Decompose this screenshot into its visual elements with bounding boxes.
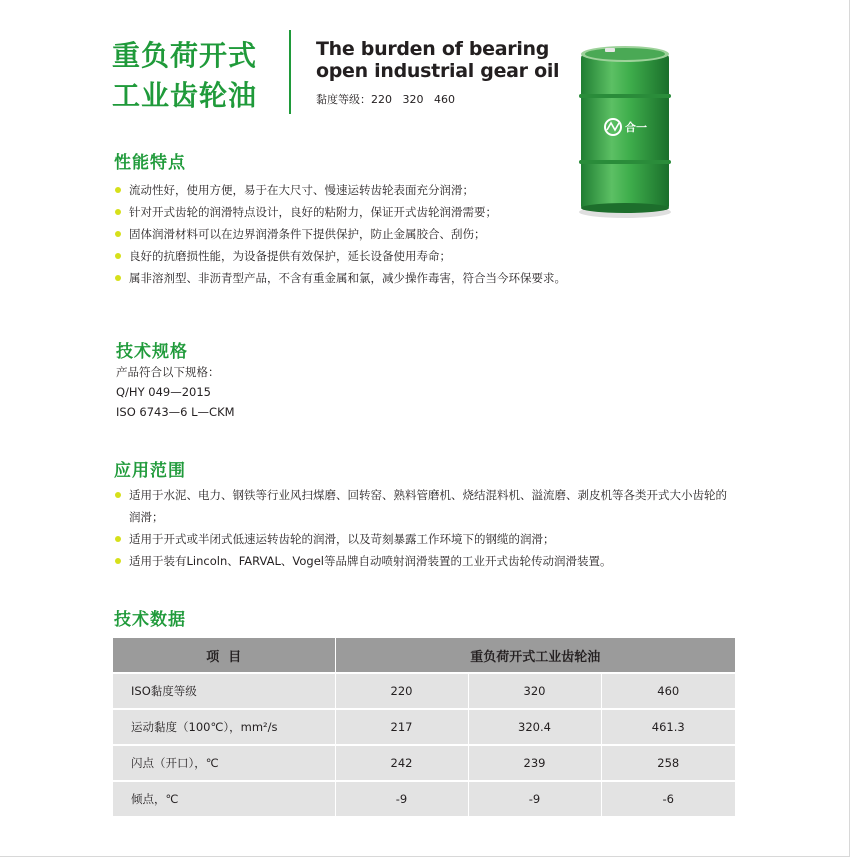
table-cell: 217 xyxy=(335,709,468,745)
specs-heading: 技术规格 xyxy=(116,342,188,362)
table-cell: 239 xyxy=(468,745,601,781)
tech-data-heading: 技术数据 xyxy=(114,610,186,630)
list-item: 适用于水泥、电力、钢铁等行业风扫煤磨、回转窑、熟料管磨机、烧结混料机、溢流磨、剥皮机等各类开式大小齿轮的润滑； xyxy=(114,484,734,528)
row-label: ISO黏度等级 xyxy=(113,673,335,709)
list-item: 适用于装有Lincoln、FARVAL、Vogel等品牌自动喷射润滑装置的工业开式齿轮传动润滑装置。 xyxy=(114,550,734,572)
list-item: 固体润滑材料可以在边界润滑条件下提供保护，防止金属胶合、刮伤； xyxy=(114,223,744,245)
table-row xyxy=(113,673,735,709)
specs-block xyxy=(116,362,235,422)
table-cell: 220 xyxy=(335,673,468,709)
viscosity-grades: 黏度等级：220 320 460 xyxy=(316,93,455,106)
table-cell: 320 xyxy=(468,673,601,709)
table-cell: 320.4 xyxy=(468,709,601,745)
table-header-row xyxy=(113,638,735,673)
row-label: 运动黏度（100℃），mm²/s xyxy=(113,709,335,745)
table-row xyxy=(113,709,735,745)
list-item: 良好的抗磨损性能，为设备提供有效保护，延长设备使用寿命； xyxy=(114,245,744,267)
table-cell: 242 xyxy=(335,745,468,781)
title-en-line2: open industrial gear oil xyxy=(316,60,560,82)
applications-list xyxy=(114,484,734,572)
list-item: 流动性好，使用方便，易于在大尺寸、慢速运转齿轮表面充分润滑； xyxy=(114,179,744,201)
list-item: 适用于开式或半闭式低速运转齿轮的润滑，以及苛刻暴露工作环境下的钢缆的润滑； xyxy=(114,528,734,550)
title-divider xyxy=(289,30,291,114)
table-cell: -9 xyxy=(468,781,601,816)
product-title-cn xyxy=(112,36,282,116)
applications-heading: 应用范围 xyxy=(114,461,186,481)
title-cn-line2: 工业齿轮油 xyxy=(112,79,258,112)
col-header-product: 重负荷开式工业齿轮油 xyxy=(335,638,735,673)
row-label: 倾点，℃ xyxy=(113,781,335,816)
tech-data-table xyxy=(113,638,735,816)
row-label: 闪点（开口），℃ xyxy=(113,745,335,781)
spec-line: ISO 6743—6 L—CKM xyxy=(116,405,235,419)
spec-line: 产品符合以下规格： xyxy=(116,365,220,379)
product-title-en xyxy=(316,38,559,82)
features-heading: 性能特点 xyxy=(114,153,186,173)
list-item: 属非溶剂型、非沥青型产品，不含有重金属和氯，减少操作毒害，符合当今环保要求。 xyxy=(114,267,744,289)
table-cell: 460 xyxy=(601,673,735,709)
title-en-line1: The burden of bearing xyxy=(316,38,550,60)
col-header-item: 项 目 xyxy=(113,638,335,673)
table-cell: 461.3 xyxy=(601,709,735,745)
table-cell: -9 xyxy=(335,781,468,816)
list-item: 针对开式齿轮的润滑特点设计，良好的粘附力，保证开式齿轮润滑需要； xyxy=(114,201,744,223)
spec-line: Q/HY 049—2015 xyxy=(116,385,211,399)
table-row xyxy=(113,745,735,781)
title-cn-line1: 重负荷开式 xyxy=(112,39,258,72)
brand-logo-text: 合一 xyxy=(625,121,647,134)
table-cell: 258 xyxy=(601,745,735,781)
table-row xyxy=(113,781,735,816)
table-cell: -6 xyxy=(601,781,735,816)
features-list xyxy=(114,179,744,289)
